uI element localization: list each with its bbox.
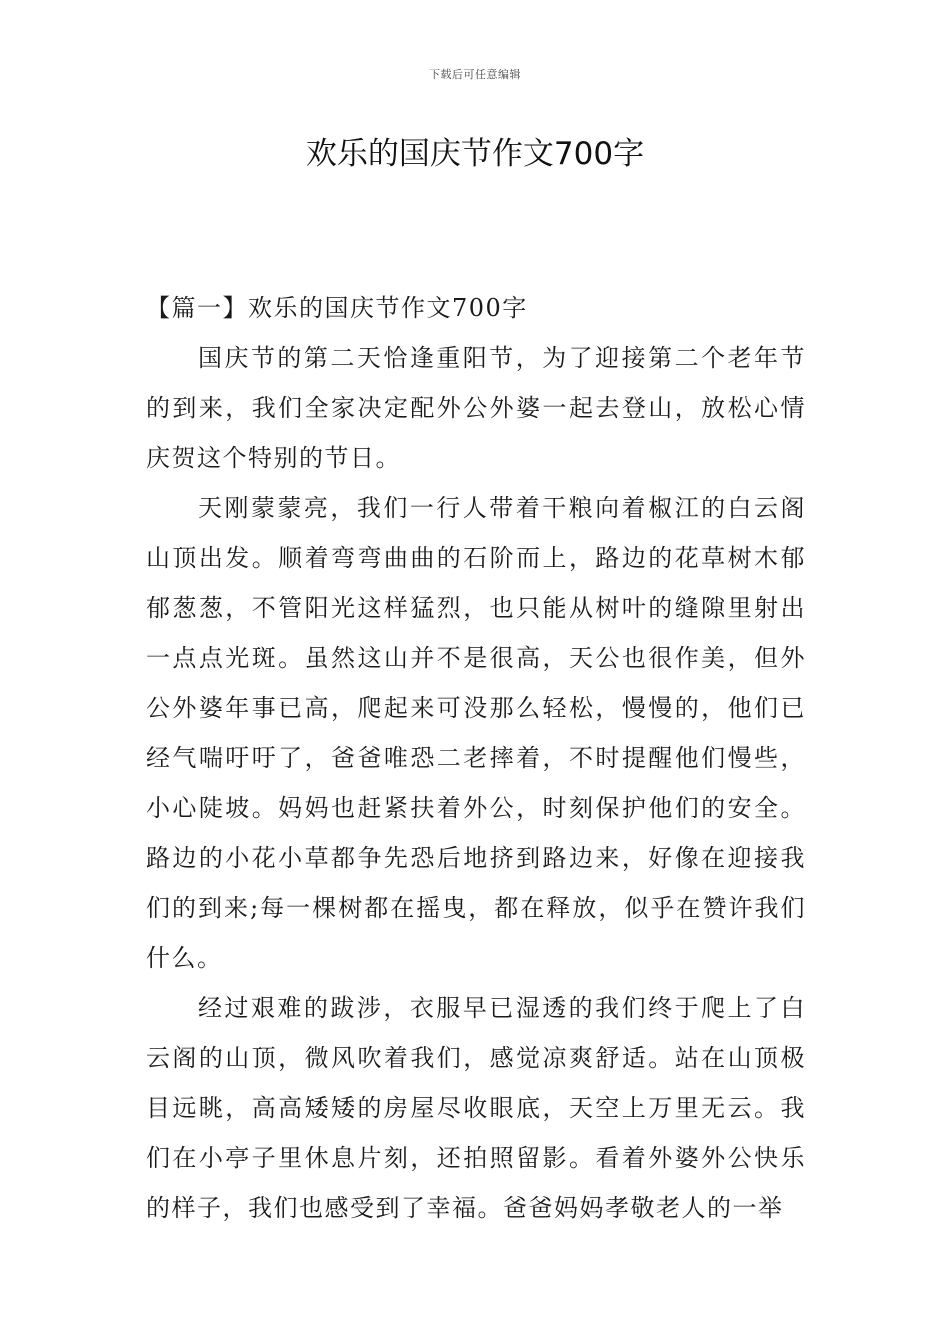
document-body (146, 283, 806, 1233)
paragraph-2: 天刚蒙蒙亮，我们一行人带着干粮向着椒江的白云阁山顶出发。顺着弯弯曲曲的石阶而上，路边的花草树木郁郁葱葱，不管阳光这样猛烈，也只能从树叶的缝隙里射出一点点光斑。虽然这山并不是很高，天公也很作美，但外公外婆年事已高，爬起来可没那么轻松，慢慢的，他们已经气喘吁吁了，爸爸唯恐二老摔着，不时提醒他们慢些，小心陡坡。妈妈也赶紧扶着外公，时刻保护他们的安全。路边的小花小草都争先恐后地挤到路边来，好像在迎接我们的到来;每一棵树都在摇曳，都在释放，似乎在赞许我们什么。 (146, 494, 806, 972)
paragraph-1: 国庆节的第二天恰逢重阳节，为了迎接第二个老年节的到来，我们全家决定配外公外婆一起去登山，放松心情庆贺这个特别的节日。 (146, 344, 806, 472)
document-title: 欢乐的国庆节作文700字 (305, 136, 645, 172)
paragraph-3: 经过艰难的跋涉，衣服早已湿透的我们终于爬上了白云阁的山顶，微风吹着我们，感觉凉爽舒适。站在山顶极目远眺，高高矮矮的房屋尽收眼底，天空上万里无云。我们在小亭子里休息片刻，还拍照留影。看着外婆外公快乐的样子，我们也感受到了幸福。爸爸妈妈孝敬老人的一举 (146, 994, 806, 1222)
section-heading: 【篇一】欢乐的国庆节作文700字 (146, 294, 528, 322)
header-note: 下载后可任意编辑 (429, 68, 521, 81)
